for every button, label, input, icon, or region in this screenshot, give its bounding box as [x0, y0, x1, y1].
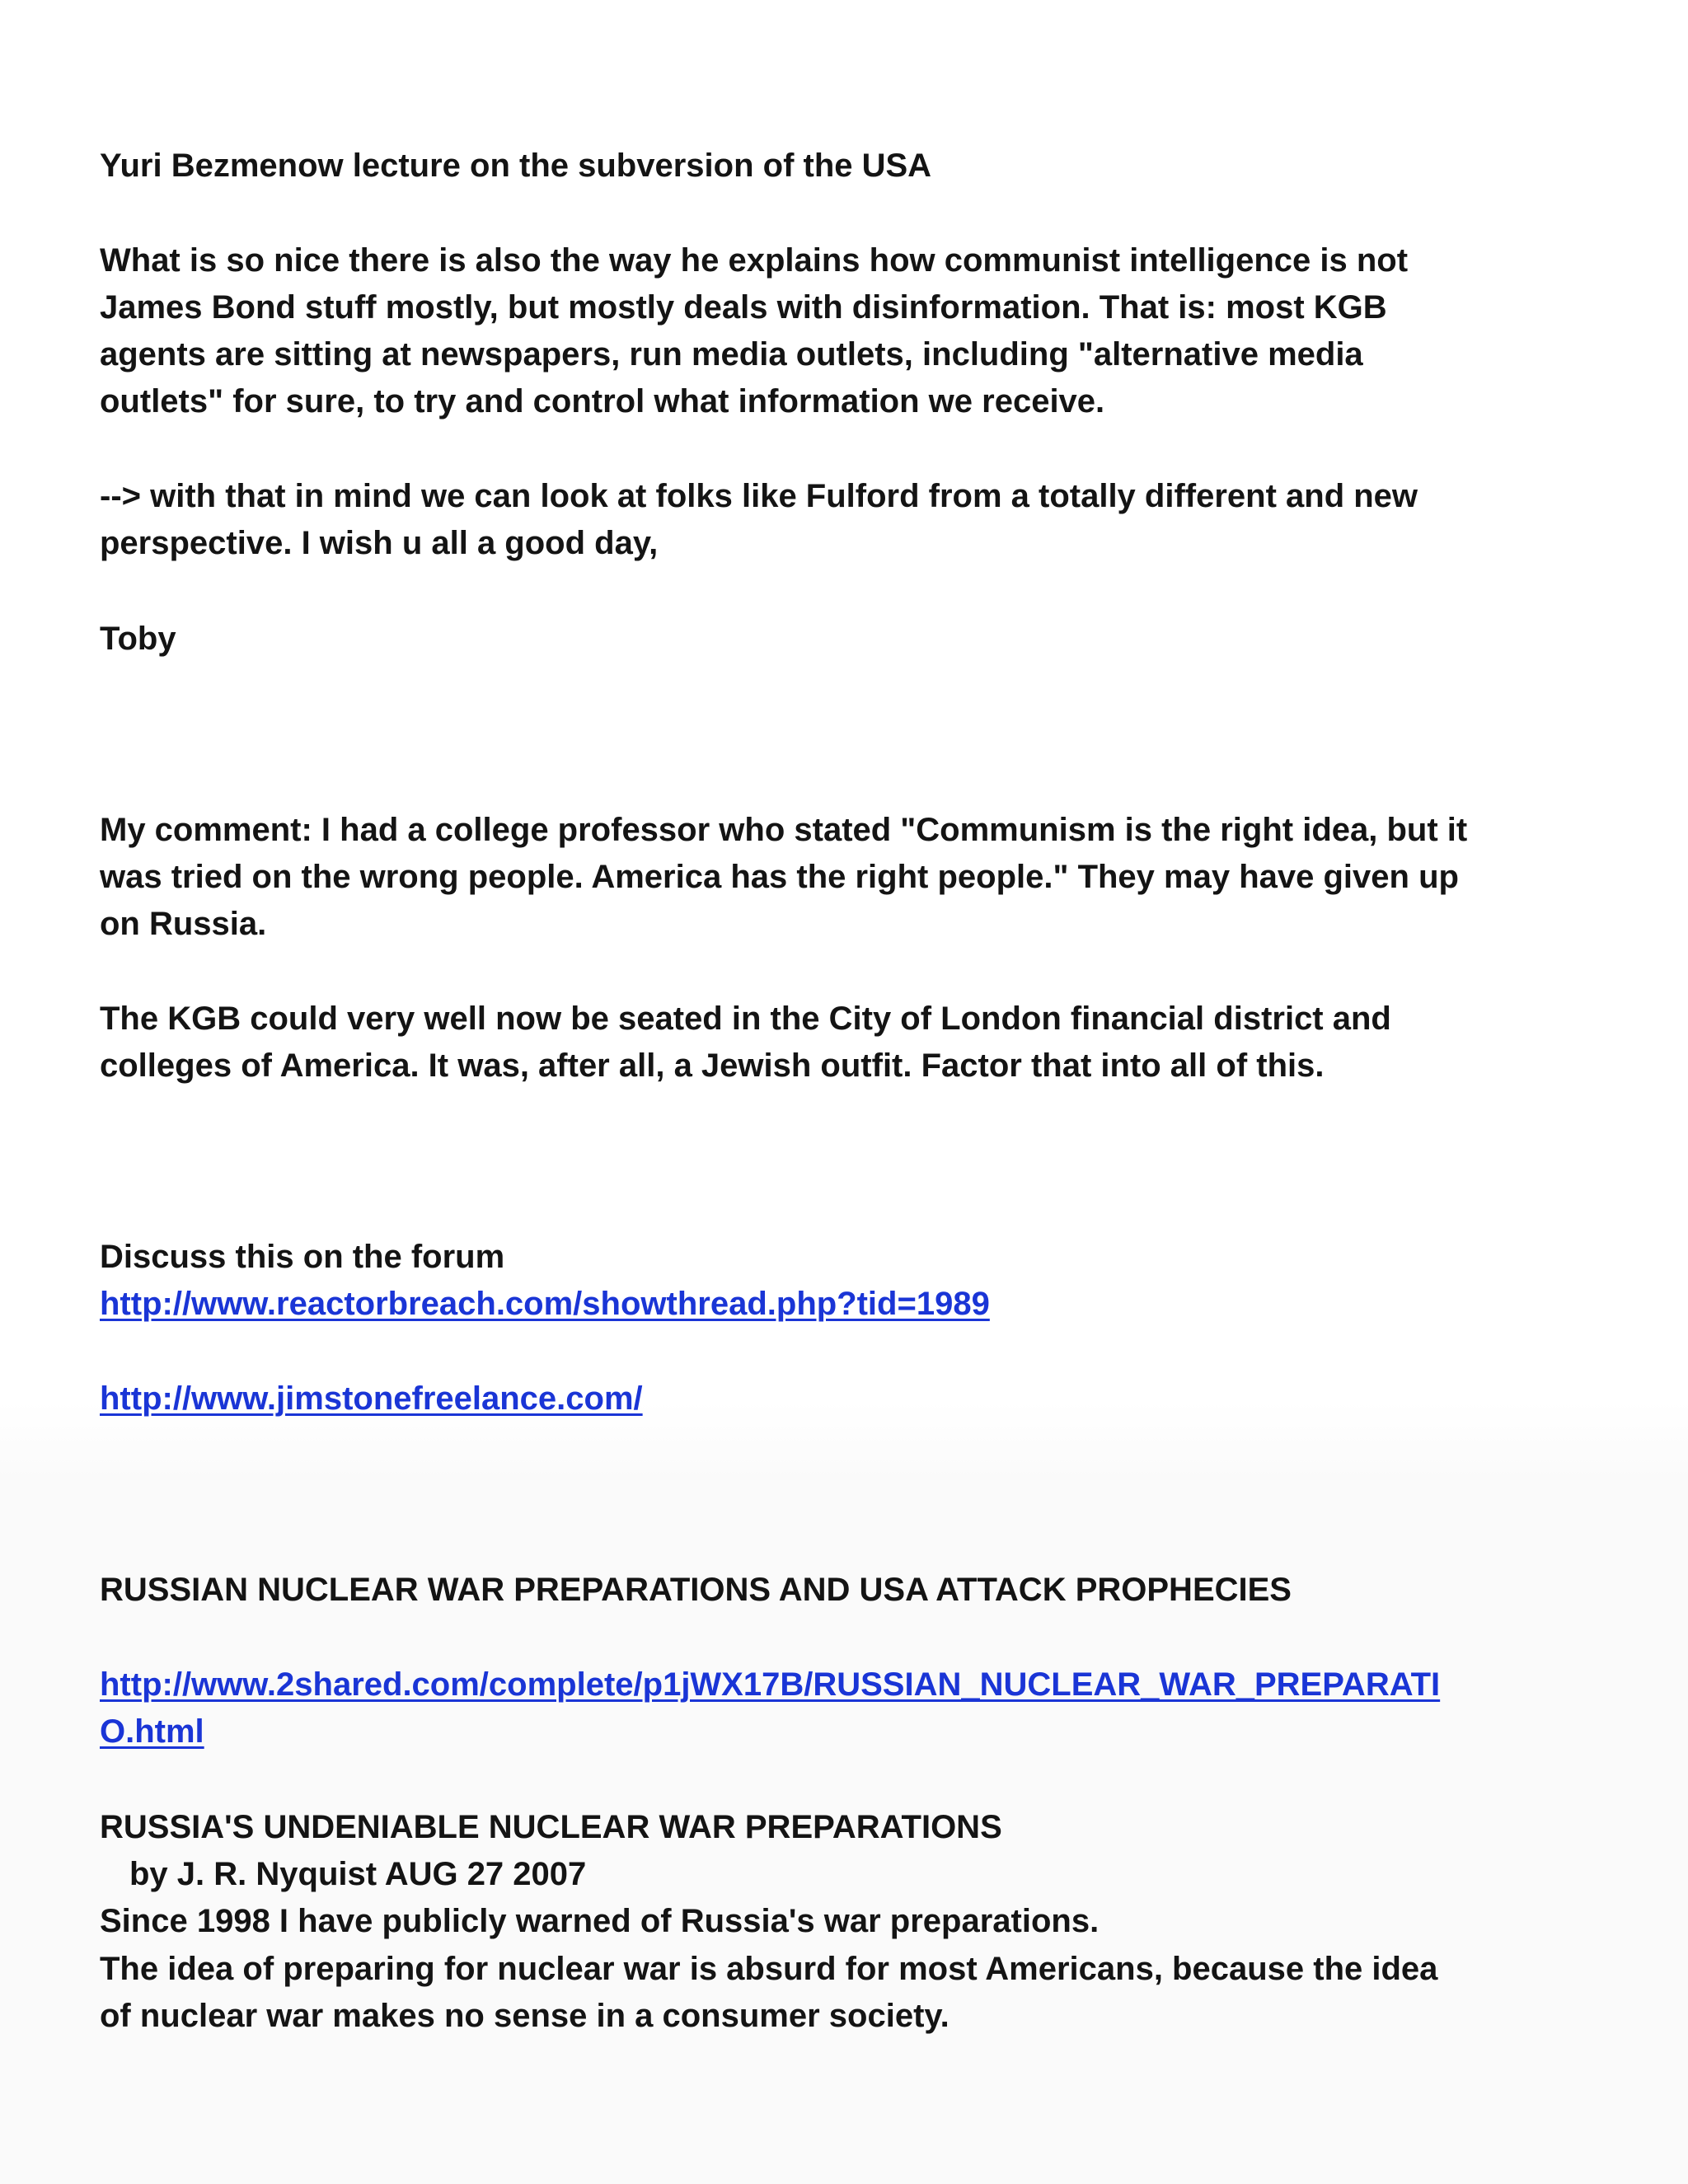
article-body-line: of nuclear war makes no sense in a consumer society. [100, 1998, 950, 2034]
signature: Toby [100, 621, 176, 657]
jimstone-link[interactable]: http://www.jimstonefreelance.com/ [100, 1380, 643, 1417]
article-title: RUSSIA'S UNDENIABLE NUCLEAR WAR PREPARATIONS [100, 1809, 1002, 1845]
comment-paragraph-line: on Russia. [100, 906, 267, 942]
kgb-paragraph-line: The KGB could very well now be seated in the City of London financial district and [100, 1001, 1391, 1037]
2shared-link-line[interactable]: O.html [100, 1713, 204, 1750]
nuclear-prophecies-heading: RUSSIAN NUCLEAR WAR PREPARATIONS AND USA ATTACK PROPHECIES [100, 1572, 1292, 1608]
discuss-label: Discuss this on the forum [100, 1239, 505, 1275]
2shared-link-line[interactable]: http://www.2shared.com/complete/p1jWX17B/RUSSIAN_NUCLEAR_WAR_PREPARATI [100, 1666, 1441, 1703]
article-body-line: The idea of preparing for nuclear war is absurd for most Americans, because the idea [100, 1951, 1438, 1987]
forum-link[interactable]: http://www.reactorbreach.com/showthread.php?tid=1989 [100, 1286, 990, 1322]
article-body-line: Since 1998 I have publicly warned of Russia's war preparations. [100, 1903, 1100, 1939]
intro-paragraph-line: What is so nice there is also the way he explains how communist intelligence is not [100, 242, 1409, 279]
intro-paragraph-line: outlets" for sure, to try and control what information we receive. [100, 383, 1105, 419]
perspective-paragraph-line: --> with that in mind we can look at folks like Fulford from a totally different and new [100, 478, 1418, 514]
article-byline: by J. R. Nyquist AUG 27 2007 [129, 1856, 587, 1892]
lecture-title: Yuri Bezmenow lecture on the subversion of the USA [100, 148, 932, 184]
comment-paragraph-line: My comment: I had a college professor who stated "Communism is the right idea, but it [100, 812, 1468, 848]
kgb-paragraph-line: colleges of America. It was, after all, a Jewish outfit. Factor that into all of this. [100, 1047, 1325, 1084]
perspective-paragraph-line: perspective. I wish u all a good day, [100, 525, 659, 561]
intro-paragraph-line: agents are sitting at newspapers, run media outlets, including "alternative media [100, 336, 1363, 373]
intro-paragraph-line: James Bond stuff mostly, but mostly deals with disinformation. That is: most KGB [100, 289, 1387, 326]
comment-paragraph-line: was tried on the wrong people. America has the right people." They may have given up [100, 859, 1459, 895]
